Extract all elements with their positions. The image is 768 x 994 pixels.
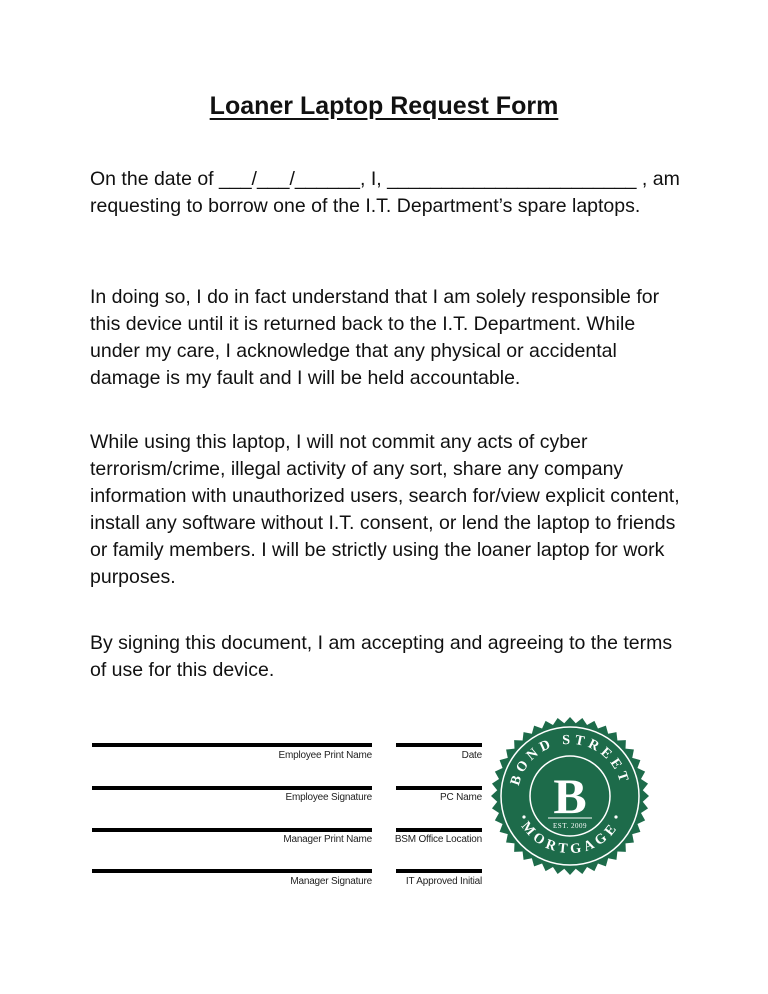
it-approved-initial-label: IT Approved Initial: [405, 876, 482, 887]
employee-signature-label: Employee Signature: [285, 792, 372, 803]
paragraph-usage-terms: While using this laptop, I will not commit any acts of cyber terrorism/crime, illegal activity of any sort, share any company information with unauthorized users, search for/view explicit content, install any software without I.T. consent, or lend the laptop to friends or family members. I will be strictly using the loaner laptop for work purposes.: [90, 431, 680, 588]
seal-established: EST. 2009: [553, 822, 587, 830]
manager-print-name-line[interactable]: [92, 828, 372, 832]
employee-signature-line[interactable]: [92, 786, 372, 790]
office-location-line[interactable]: [396, 828, 482, 832]
paragraph-agreement: By signing this document, I am accepting and agreeing to the terms of use for this device.: [90, 632, 673, 681]
office-location-label: BSM Office Location: [394, 834, 482, 845]
it-approved-initial-line[interactable]: [396, 869, 482, 873]
manager-signature-label: Manager Signature: [290, 876, 372, 887]
date-label: Date: [461, 750, 482, 761]
paragraph-responsibility: In doing so, I do in fact understand that I am solely responsible for this device until it is returned back to the I.T. Department. While under my care, I acknowledge that any physical or accidental damage is my fault and I will be held accountable.: [90, 286, 660, 389]
employee-print-name-line[interactable]: [92, 743, 372, 747]
pc-name-line[interactable]: [396, 786, 482, 790]
seal-top-text: BOND STREET: [508, 732, 632, 788]
manager-print-name-label: Manager Print Name: [283, 834, 372, 845]
paragraph-date-request: On the date of ___/___/______, I, _______________________ , am requesting to borrow one of the I.T. Department’s spare laptops.: [90, 168, 680, 217]
bond-street-mortgage-seal-logo: [491, 717, 649, 875]
employee-print-name-label: Employee Print Name: [278, 750, 372, 761]
seal-letter: B: [553, 768, 587, 824]
date-line[interactable]: [396, 743, 482, 747]
pc-name-label: PC Name: [440, 792, 482, 803]
form-title: Loaner Laptop Request Form: [209, 92, 559, 120]
seal-bottom-text: MORTGAGE: [517, 819, 623, 858]
manager-signature-line[interactable]: [92, 869, 372, 873]
